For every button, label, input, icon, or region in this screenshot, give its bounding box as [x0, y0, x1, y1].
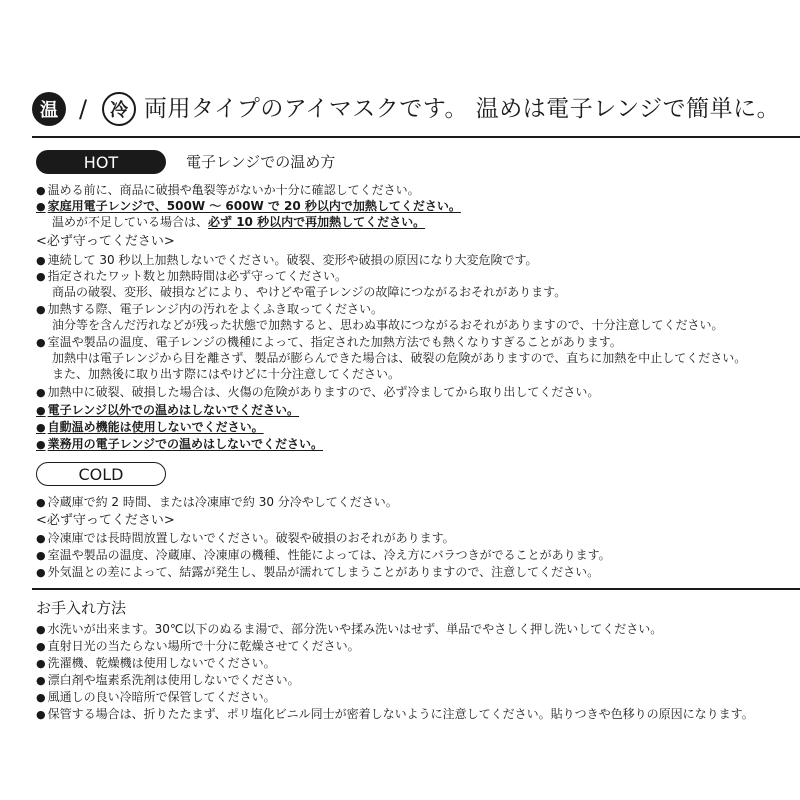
care-item-5: ● 風通しの良い冷暗所で保管してください。 [36, 689, 276, 706]
warm-icon: 温 [32, 92, 66, 126]
hot-line-3 [52, 214, 425, 230]
hot-line-2: ● 家庭用電子レンジで、500W ～ 600W で 20 秒以内で加熱してください。 [36, 198, 461, 215]
cold-rule-3: ● 外気温との差によって、結露が発生し、製品が濡れてしまうことがありますので、注意してください。 [36, 564, 599, 581]
hot-rule-6: ● 電子レンジ以外での温めはしないでください。 [36, 402, 299, 419]
hot-rule-8: ● 業務用の電子レンジでの温めはしないでください。 [36, 436, 323, 453]
hot-rule-4-sub-2: また、加熱後に取り出す際にはやけどに十分注意してください。 [52, 367, 401, 381]
cold-rule-1: ● 冷凍庫では長時間放置しないでください。破裂や破損のおそれがあります。 [36, 530, 455, 547]
hot-rule-4-sub-1: 加熱中は電子レンジから目を離さず、製品が膨らんできた場合は、破裂の危険がありますので、直ちに加熱を中止してください。 [52, 351, 747, 365]
cold-must-heading: <必ず守ってください> [36, 513, 175, 528]
slash-separator: / [79, 95, 88, 123]
cold-line-1: ● 冷蔵庫で約 2 時間、または冷凍庫で約 30 分冷やしてください。 [36, 494, 398, 511]
hot-line-3-a: 温めが不足している場合は、 [52, 215, 209, 229]
header-title: 両用タイプのアイマスクです。 温めは電子レンジで簡単に。 [144, 96, 781, 122]
hot-rule-3: ● 加熱する際、電子レンジ内の汚れをよくふき取ってください。 [36, 301, 383, 318]
hot-rule-2: ● 指定されたワット数と加熱時間は必ず守ってください。 [36, 268, 347, 285]
cold-rule-2: ● 室温や製品の温度、冷蔵庫、冷凍庫の機種、性能によっては、冷え方にバラつきがでることがあります。 [36, 547, 611, 564]
hot-rule-3-sub: 油分等を含んだ汚れなどが残った状態で加熱すると、思わぬ事故につながるおそれがありますので、十分注意してください。 [52, 318, 724, 332]
hot-rule-4: ● 室温や製品の温度、電子レンジの機種によって、指定された加熱方法でも熱くなりすぎることがあります。 [36, 334, 622, 351]
care-item-4: ● 漂白剤や塩素系洗剤は使用しないでください。 [36, 672, 300, 689]
care-item-2: ● 直射日光の当たらない場所で十分に乾燥させてください。 [36, 638, 360, 655]
hot-badge: HOT [36, 150, 166, 174]
hot-must-heading: <必ず守ってください> [36, 234, 175, 249]
hot-rule-5: ● 加熱中に破裂、破損した場合は、火傷の危険がありますので、必ず冷ましてから取り出してください。 [36, 384, 599, 401]
cold-badge: COLD [36, 462, 166, 486]
hot-line-1: ● 温める前に、商品に破損や亀裂等がないか十分に確認してください。 [36, 182, 420, 199]
care-title: お手入れ方法 [36, 599, 127, 617]
hot-rule-2-sub: 商品の破裂、変形、破損などにより、やけどや電子レンジの故障につながるおそれがあります。 [52, 285, 567, 299]
care-item-6: ● 保管する場合は、折りたたまず、ポリ塩化ビニル同士が密着しないように注意してください。貼りつきや色移りの原因になります。 [36, 706, 754, 723]
hot-section-title: 電子レンジでの温め方 [186, 153, 336, 171]
hot-rule-1: ● 連続して 30 秒以上加熱しないでください。破裂、変形や破損の原因になり大変危険です。 [36, 252, 538, 269]
care-item-1: ● 水洗いが出来ます。30℃以下のぬるま湯で、部分洗いや揉み洗いはせず、単品でやさしく押し洗いしてください。 [36, 621, 662, 638]
header [32, 92, 800, 136]
hot-line-3-b: 必ず 10 秒以内で再加熱してください。 [208, 215, 426, 229]
care-divider [32, 588, 800, 590]
cold-icon: 冷 [102, 92, 136, 126]
header-divider [32, 136, 800, 138]
care-item-3: ● 洗濯機、乾燥機は使用しないでください。 [36, 655, 276, 672]
hot-rule-7: ● 自動温め機能は使用しないでください。 [36, 419, 264, 436]
